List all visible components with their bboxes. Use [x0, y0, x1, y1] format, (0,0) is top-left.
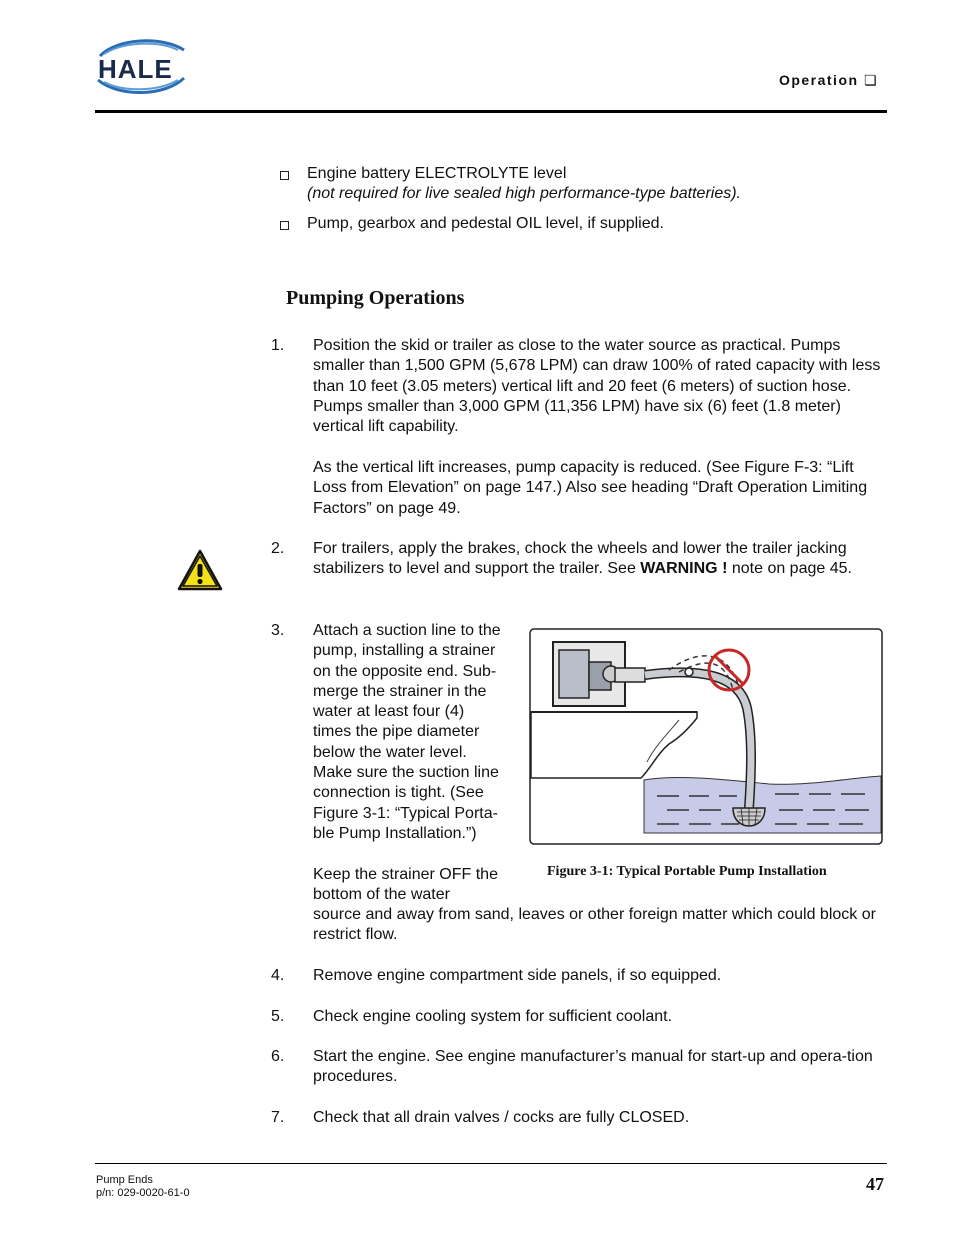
footer-doc-title: Pump Ends [96, 1174, 153, 1186]
step-text: Start the engine. See engine manufacturer’s manual for start-up and opera-tion procedures. [313, 1048, 873, 1086]
step-number: 4. [271, 967, 285, 984]
step-line: on the opposite end. Sub- [313, 662, 497, 680]
step-line: Make sure the suction line [313, 764, 499, 782]
step-number: 6. [271, 1048, 285, 1065]
step-line: merge the strainer in the [313, 682, 487, 700]
step-text: Position the skid or trailer as close to the water source as practical. Pumps smaller than 1,500 GPM (5,678 LPM) can draw 100% of rated capacity with less than 10 feet (3.05 meters) vertical lift and 20 feet (6 meters) of suction hose. Pumps smaller than 3,000 GPM (11,356 LPM) have six (6) feet (1.8 meter) vertical lift capability. [313, 337, 881, 436]
header-rule [95, 110, 887, 113]
step-number: 2. [271, 540, 285, 557]
step-number: 7. [271, 1109, 285, 1126]
checkbox-bullet-icon [280, 171, 289, 180]
step-text-part: For trailers, apply the brakes, chock the wheels and lower the trailer jacking stabilizers to level and support the trailer. See [313, 540, 847, 578]
page-number: 47 [866, 1174, 884, 1194]
step-line: water at least four (4) [313, 703, 465, 721]
logo-text: HALE [98, 54, 173, 84]
header-section-label: Operation ❏ [778, 72, 878, 88]
warning-icon [176, 548, 224, 592]
footer-part-number: p/n: 029-0020-61-0 [96, 1187, 190, 1199]
step-line: Figure 3-1: “Typical Porta- [313, 804, 498, 822]
step-text: Check engine cooling system for sufficient coolant. [313, 1008, 673, 1025]
footer-rule [95, 1163, 887, 1164]
step-text: Check that all drain valves / cocks are fully CLOSED. [313, 1109, 690, 1126]
step-line: bottom of the water [313, 886, 450, 904]
pump-installation-figure [529, 628, 883, 845]
step-text-part: note on page 45. [727, 560, 852, 578]
checkbox-bullet-icon [280, 221, 289, 230]
bullet-text: Engine battery ELECTROLYTE level [307, 165, 567, 182]
step-line: connection is tight. (See [313, 784, 484, 802]
step-text [313, 865, 528, 906]
step-line: ble Pump Installation.”) [313, 824, 477, 842]
section-title: Pumping Operations [286, 287, 465, 309]
step-line: times the pipe diameter [313, 723, 480, 741]
step-line: Keep the strainer OFF the [313, 866, 498, 883]
step-number: 1. [271, 337, 285, 354]
step-text [313, 621, 528, 844]
step-text: source and away from sand, leaves or other foreign matter which could block or restrict flow. [313, 906, 876, 944]
step-number: 3. [271, 622, 285, 639]
step-number: 5. [271, 1008, 285, 1025]
list-item [280, 214, 880, 234]
step-line: pump, installing a strainer [313, 642, 496, 660]
figure-caption: Figure 3-1: Typical Portable Pump Installation [547, 864, 827, 879]
step-text [313, 539, 887, 580]
hale-logo [92, 36, 192, 98]
footer-doc-info [96, 1174, 190, 1200]
checklist [280, 164, 880, 244]
bullet-text: Pump, gearbox and pedestal OIL level, if supplied. [307, 215, 664, 232]
step-text: As the vertical lift increases, pump capacity is reduced. (See Figure F-3: “Lift Loss from Elevation” on page 147.) Also see heading “Draft Operation Limiting Factors” on page 49. [313, 459, 868, 517]
step-text: Remove engine compartment side panels, if so equipped. [313, 967, 722, 984]
step-line: Attach a suction line to the [313, 622, 501, 639]
bullet-note: (not required for live sealed high performance-type batteries). [307, 185, 741, 202]
list-item [280, 164, 880, 204]
warning-reference: WARNING ! [640, 560, 728, 578]
step-line: below the water level. [313, 743, 467, 761]
